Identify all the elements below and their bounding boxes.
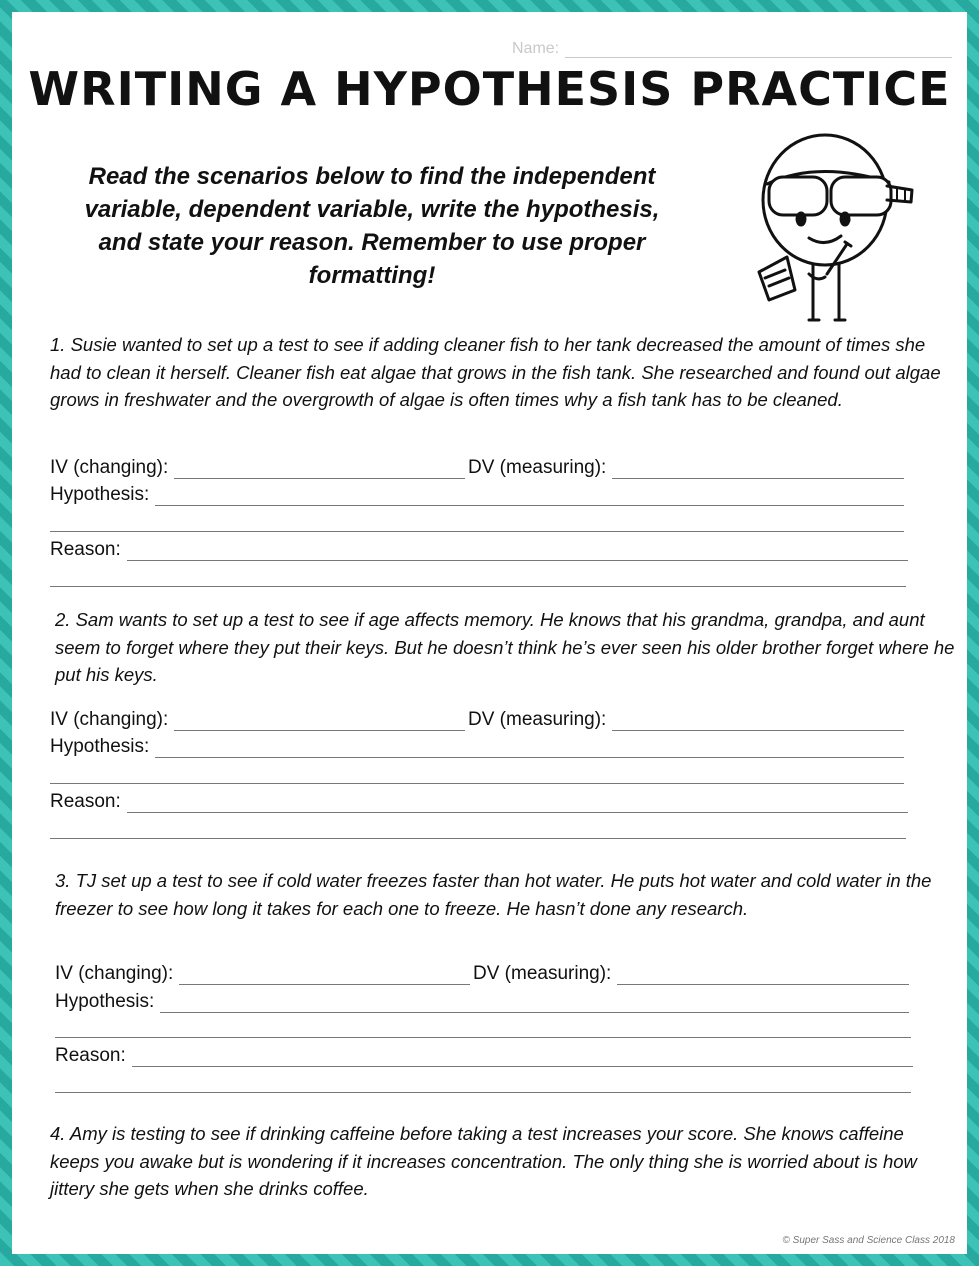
scenario-2-text: 2. Sam wants to set up a test to see if age affects memory. He knows that his grandma, grandpa, and aunt seem to forget where they put their keys. But he doesn’t think he’s ever seen his older brother forget where he put his keys. (55, 609, 955, 685)
scenario-3-dv-field[interactable] (473, 959, 909, 985)
scenario-1-iv-field[interactable] (50, 453, 465, 479)
dv-line[interactable] (612, 458, 904, 479)
scenario-3-hypothesis-field[interactable] (55, 987, 909, 1013)
scenario-1-reason-field[interactable] (50, 535, 908, 561)
hypothesis-label: Hypothesis: (50, 484, 150, 505)
name-field[interactable] (512, 30, 952, 58)
hypothesis-label: Hypothesis: (55, 991, 155, 1012)
reason-label: Reason: (50, 539, 121, 560)
reason-label: Reason: (50, 791, 121, 812)
scenario-1-hypothesis-field[interactable] (50, 480, 904, 506)
page-title: WRITING A HYPOTHESIS PRACTICE (28, 62, 951, 116)
iv-label: IV (changing): (50, 457, 169, 478)
hypothesis-line[interactable] (155, 485, 904, 506)
dv-label: DV (measuring): (468, 457, 607, 478)
scenario-2-reason-field[interactable] (50, 787, 908, 813)
iv-label: IV (changing): (55, 963, 174, 984)
dv-line[interactable] (612, 710, 904, 731)
copyright: © Super Sass and Science Class 2018 (782, 1235, 955, 1246)
hypothesis-line-2[interactable] (50, 530, 904, 532)
iv-line[interactable] (174, 710, 465, 731)
worksheet (12, 12, 967, 1254)
dv-label: DV (measuring): (473, 963, 612, 984)
scenario-2-dv-field[interactable] (468, 705, 904, 731)
hypothesis-line[interactable] (155, 737, 904, 758)
scenario-1-text: 1. Susie wanted to set up a test to see if adding cleaner fish to her tank decreased the amount of times she had to clean it herself. Cleaner fish eat algae that grows in the fish tank. She researched and found out algae grows in freshwater and the overgrowth of algae is often times why a fish tank has to be cleaned. (50, 334, 941, 410)
scenario-4-text: 4. Amy is testing to see if drinking caffeine before taking a test increases your score. She knows caffeine keeps you awake but is wondering if it increases concentration. The only thing she is worried about is how jittery she gets when she drinks coffee. (50, 1123, 917, 1199)
scenario-1-dv-field[interactable] (468, 453, 904, 479)
dv-label: DV (measuring): (468, 709, 607, 730)
hypothesis-line[interactable] (160, 992, 909, 1013)
scenario-3-iv-field[interactable] (55, 959, 470, 985)
scenario-2-iv-field[interactable] (50, 705, 465, 731)
hypothesis-label: Hypothesis: (50, 736, 150, 757)
scenario-2-hypothesis-field[interactable] (50, 732, 904, 758)
hypothesis-line-2[interactable] (50, 782, 904, 784)
dv-line[interactable] (617, 964, 909, 985)
name-line[interactable] (565, 43, 952, 58)
iv-label: IV (changing): (50, 709, 169, 730)
reason-line-2[interactable] (50, 837, 906, 839)
reason-line-2[interactable] (50, 585, 906, 587)
scientist-mascot-icon (747, 122, 917, 332)
reason-line-2[interactable] (55, 1091, 911, 1093)
reason-label: Reason: (55, 1045, 126, 1066)
reason-line[interactable] (132, 1046, 913, 1067)
hypothesis-line-2[interactable] (55, 1036, 911, 1038)
name-label: Name: (512, 40, 560, 57)
iv-line[interactable] (174, 458, 465, 479)
iv-line[interactable] (179, 964, 470, 985)
instructions: Read the scenarios below to find the independent variable, dependent variable, write the hypothesis, and state your reason. Remember to use proper formatting! (84, 163, 660, 289)
scenario-3-reason-field[interactable] (55, 1041, 913, 1067)
reason-line[interactable] (127, 792, 908, 813)
scenario-3-text: 3. TJ set up a test to see if cold water freezes faster than hot water. He puts hot water and cold water in the freezer to see how long it takes for each one to freeze. He hasn’t done any research. (55, 870, 932, 919)
reason-line[interactable] (127, 540, 908, 561)
